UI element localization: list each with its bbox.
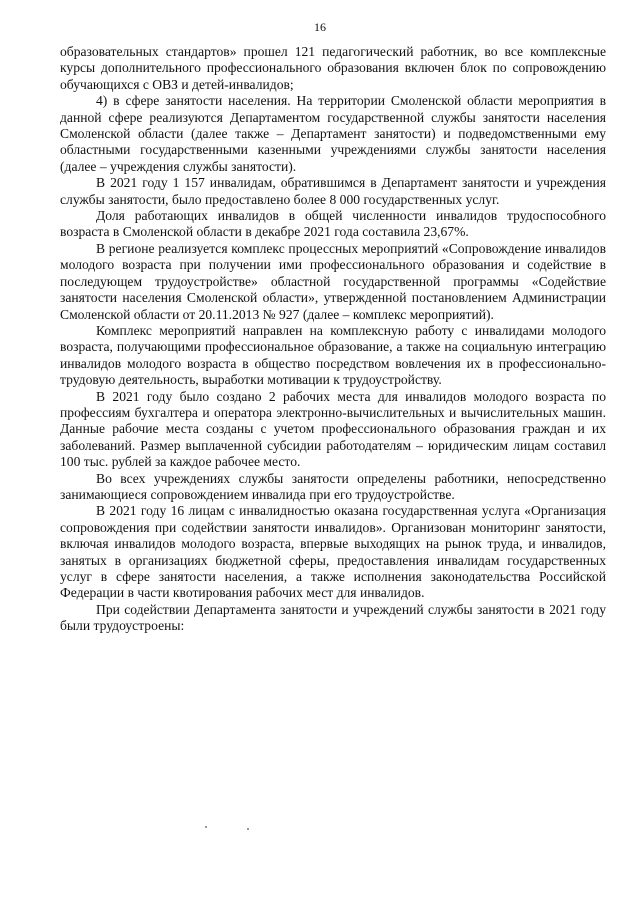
paragraph-program-goal: Комплекс мероприятий направлен на комплексную работу с инвалидами молодого возраста, получающими профессиональное образование, а также на социальную интеграцию инвалидов молодого возраста в общество посредством вовлечения их в профессионально-трудовую деятельность, выработки мотивации к трудоустройству. — [60, 322, 606, 388]
paragraph-workplaces: В 2021 году было создано 2 рабочих места для инвалидов молодого возраста по профессиям бухгалтера и оператора электронно-вычислительных и вычислительных машин. Данные рабочие места созданы с учетом профессионального образования граждан и их заболеваний. Размер выплаченной субсидии работодателям – юридическим лицам составил 100 тыс. рублей за каждое рабочее место. — [60, 388, 606, 470]
body-text — [60, 44, 606, 635]
paragraph-continuation: образовательных стандартов» прошел 121 педагогический работник, во все комплексные курсы дополнительного профессионального образования включен блок по сопровождению обучающихся с ОВЗ и детей-инвалидов; — [60, 44, 606, 92]
paragraph-employed-list-intro: При содействии Департамента занятости и учреждений службы занятости в 2021 году были трудоустроены: — [60, 601, 606, 634]
paragraph-support-service: В 2021 году 16 лицам с инвалидностью оказана государственная услуга «Организация сопровождения при содействии занятости инвалидов». Организован мониторинг занятости, включая инвалидов молодого возраста, впервые выходящих на рынок труда, и инвалидов, занятых в организациях бюджетной сферы, предоставления инвалидам государственных услуг в сфере занятости населения, а также исполнения законодательства Российской Федерации в части квотирования рабочих мест для инвалидов. — [60, 503, 606, 601]
paragraph-support-staff: Во всех учреждениях службы занятости определены работники, непосредственно занимающиеся сопровождением инвалида при его трудоустройстве. — [60, 470, 606, 502]
paragraph-program: В регионе реализуется комплекс процессных мероприятий «Сопровождение инвалидов молодого возраста при получении ими профессионального образования и содействие в последующем трудоустройстве» областной государственной программы «Содействие занятости населения Смоленской области», утвержденной постановлением Администрации Смоленской области от 20.11.2013 № 927 (далее – комплекс мероприятий). — [60, 240, 606, 322]
page-number: 16 — [314, 20, 326, 34]
scan-speck — [205, 826, 207, 828]
paragraph-employment-intro: 4) в сфере занятости населения. На территории Смоленской области мероприятия в данной сфере реализуются Департаментом государственной службы занятости населения Смоленской области (далее также – Департамент занятости) и подведомственными ему областными государственными казенными учреждениями службы занятости населения (далее – учреждения службы занятости). — [60, 93, 606, 174]
paragraph-services-count: В 2021 году 1 157 инвалидам, обратившимся в Департамент занятости и учреждения службы занятости, было предоставлено более 8 000 государственных услуг. — [60, 175, 606, 207]
paragraph-employed-share: Доля работающих инвалидов в общей численности инвалидов трудоспособного возраста в Смоленской области в декабре 2021 года составила 23,67%. — [60, 208, 606, 240]
scan-speck — [247, 828, 249, 830]
